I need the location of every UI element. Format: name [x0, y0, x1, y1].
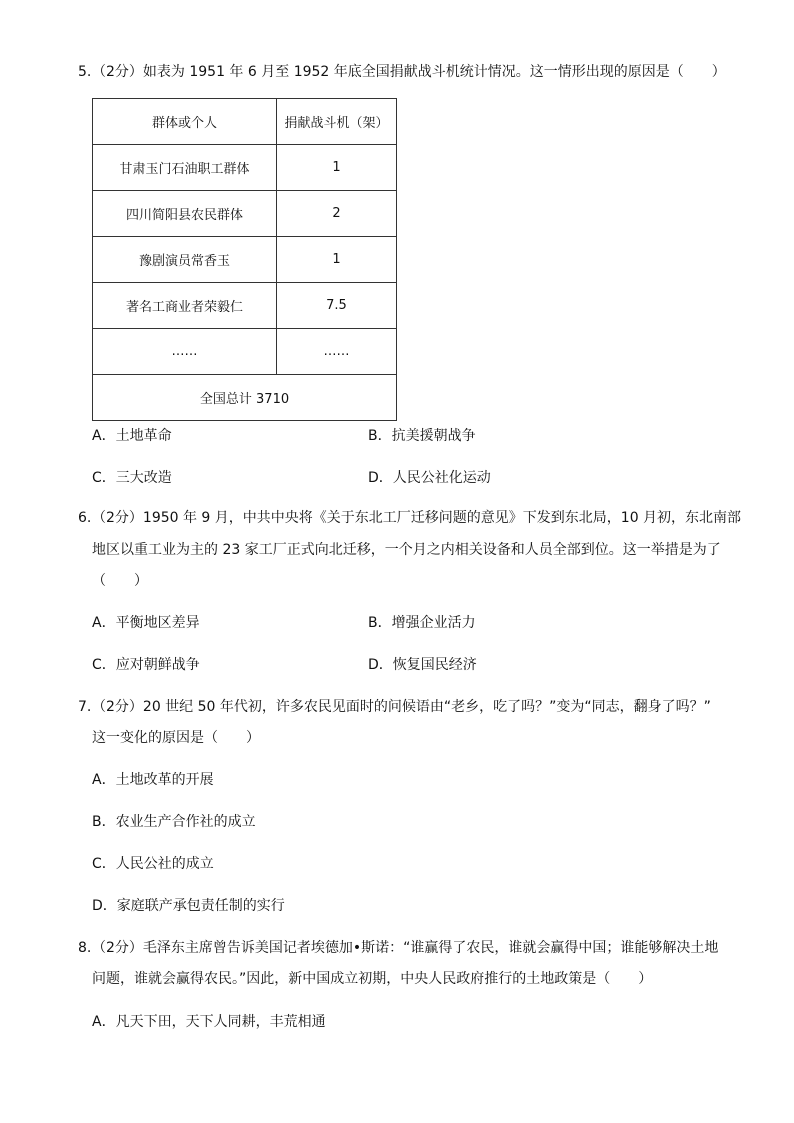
question-stem-line: （2分）20 世纪 50 年代初，许多农民见面时的问候语由“老乡，吃了吗？”变为“同志，翻身了吗？”: [92, 699, 711, 715]
option-b: B．增强企业活力: [368, 615, 476, 631]
option-a: A．凡天下田，天下人同耕，丰荒相通: [92, 1014, 326, 1030]
question-stem-line: 地区以重工业为主的 23 家工厂正式向北迁移，一个月之内相关设备和人员全部到位。这一举措是为了: [92, 542, 721, 558]
table-cell: ……: [93, 329, 277, 375]
option-c: C．三大改造: [92, 470, 172, 486]
question-number: 7.: [78, 699, 92, 715]
option-a: A．平衡地区差异: [92, 615, 200, 631]
table-total: 全国总计 3710: [93, 375, 397, 421]
table-cell: 2: [277, 191, 397, 237]
table-cell: 1: [277, 237, 397, 283]
option-a: A．土地革命: [92, 428, 172, 444]
donation-table: [92, 98, 397, 421]
table-header: 捐献战斗机（架）: [277, 99, 397, 145]
option-c: C．应对朝鲜战争: [92, 657, 200, 673]
option-b: B．抗美援朝战争: [368, 428, 476, 444]
table-cell: 7.5: [277, 283, 397, 329]
table-row: [93, 329, 397, 375]
table-cell: 甘肃玉门石油职工群体: [93, 145, 277, 191]
option-d: D．恢复国民经济: [368, 657, 477, 673]
question-stem-line: 这一变化的原因是（ ）: [92, 730, 260, 746]
option-a: A．土地改革的开展: [92, 772, 214, 788]
option-d: D．人民公社化运动: [368, 470, 491, 486]
table-cell: 豫剧演员常香玉: [93, 237, 277, 283]
question-stem-line: （2分）1950 年 9 月，中共中央将《关于东北工厂迁移问题的意见》下发到东北局，10 月初，东北南部: [92, 510, 742, 526]
question-stem-line: （ ）: [92, 573, 148, 589]
question-stem: （2分）如表为 1951 年 6 月至 1952 年底全国捐献战斗机统计情况。这一情形出现的原因是（ ）: [92, 64, 726, 80]
question-number: 8.: [78, 940, 92, 956]
table-row: [93, 191, 397, 237]
table-row: [93, 283, 397, 329]
table-header-row: [93, 99, 397, 145]
option-d: D．家庭联产承包责任制的实行: [92, 898, 285, 914]
table-cell: 著名工商业者荣毅仁: [93, 283, 277, 329]
table-row: [93, 237, 397, 283]
question-number: 5.: [78, 64, 92, 80]
table-total-row: [93, 375, 397, 421]
option-c: C．人民公社的成立: [92, 856, 214, 872]
table-header: 群体或个人: [93, 99, 277, 145]
option-b: B．农业生产合作社的成立: [92, 814, 256, 830]
table-cell: 四川简阳县农民群体: [93, 191, 277, 237]
question-number: 6.: [78, 510, 92, 526]
question-stem-line: 问题，谁就会赢得农民。”因此，新中国成立初期，中央人民政府推行的土地政策是（ ）: [92, 971, 653, 987]
table-cell: ……: [277, 329, 397, 375]
question-stem-line: （2分）毛泽东主席曾告诉美国记者埃德加•斯诺：“谁赢得了农民，谁就会赢得中国；谁能够解决土地: [92, 940, 719, 956]
table-cell: 1: [277, 145, 397, 191]
table-row: [93, 145, 397, 191]
